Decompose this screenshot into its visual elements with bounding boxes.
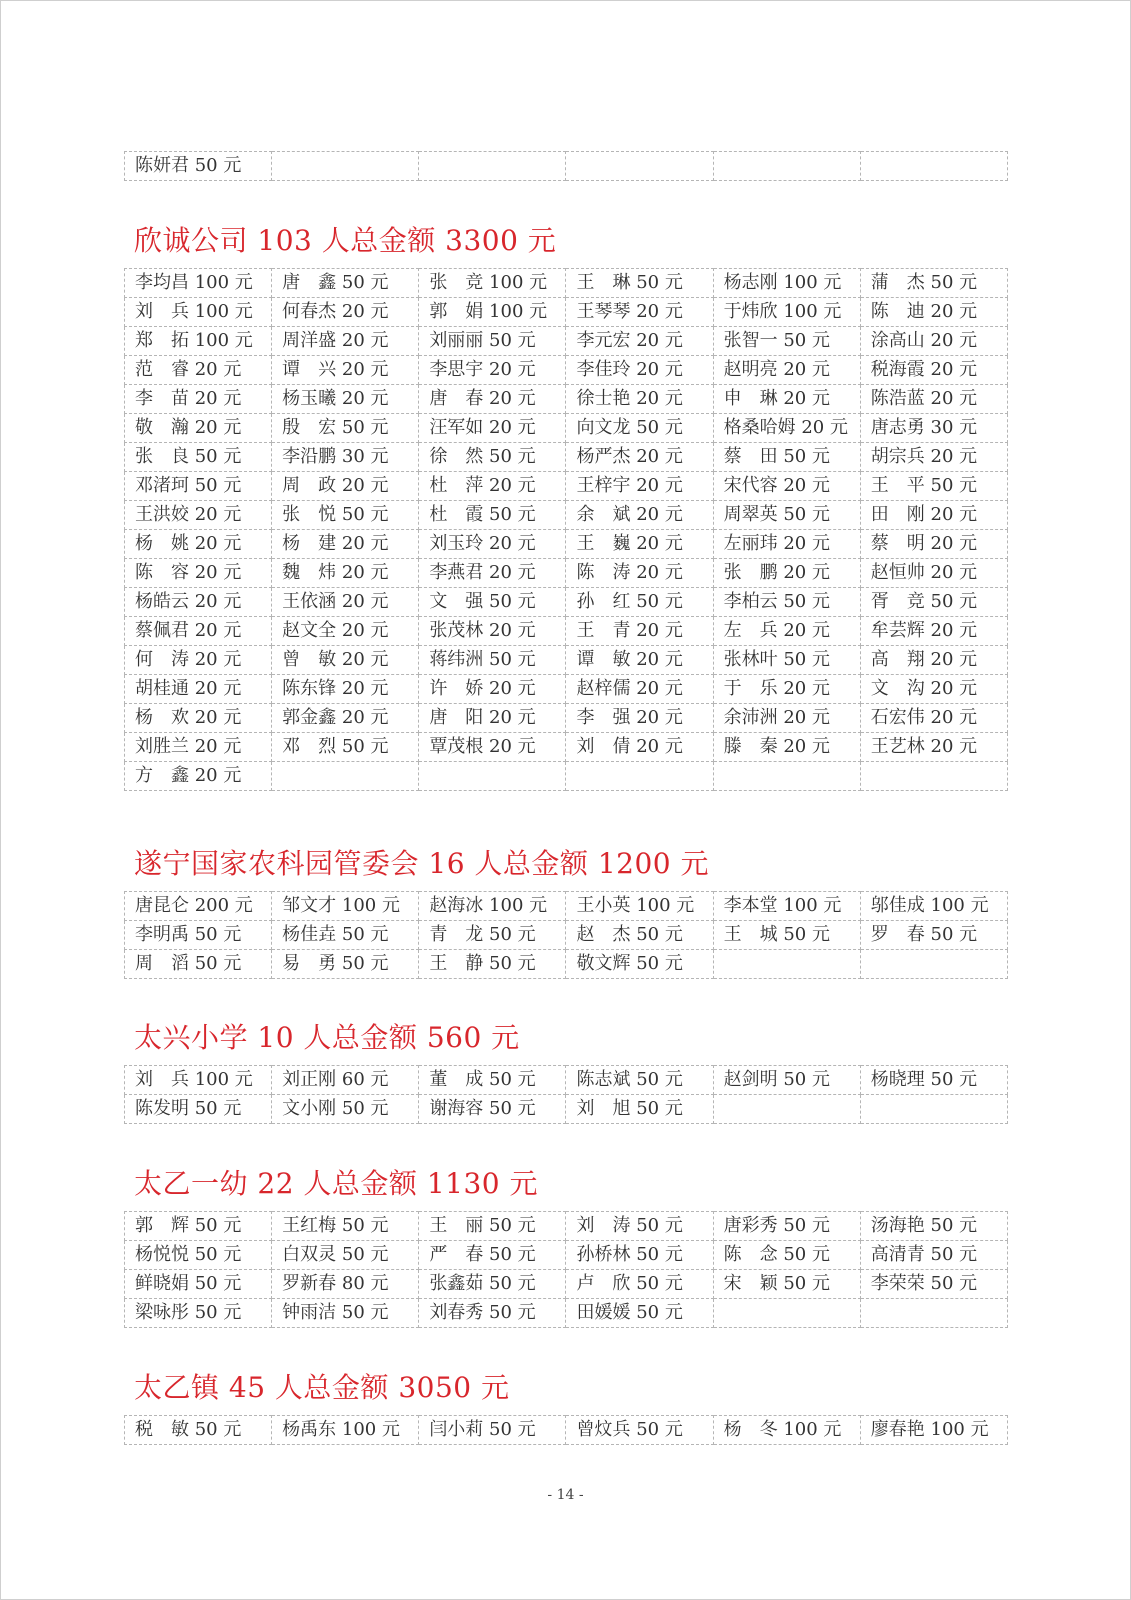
donor-cell: 李荣荣 50 元 [860, 1270, 1007, 1299]
donor-cell: 闫小莉 50 元 [419, 1416, 566, 1445]
donor-cell: 蔡 田 50 元 [713, 443, 860, 472]
donor-cell: 杨 欢 20 元 [125, 704, 272, 733]
donor-cell: 谭 兴 20 元 [272, 356, 419, 385]
donor-table [124, 1211, 1008, 1328]
donor-cell: 申 琳 20 元 [713, 385, 860, 414]
donor-cell: 范 睿 20 元 [125, 356, 272, 385]
table-row [125, 733, 1008, 762]
empty-cell [860, 1095, 1007, 1124]
donor-cell: 张茂林 20 元 [419, 617, 566, 646]
donor-cell: 陈发明 50 元 [125, 1095, 272, 1124]
section-taixing-primary-school [124, 1021, 1008, 1124]
donor-cell: 税海霞 20 元 [860, 356, 1007, 385]
empty-cell [419, 762, 566, 791]
table-row [125, 327, 1008, 356]
donor-cell: 白双灵 50 元 [272, 1241, 419, 1270]
donor-cell: 杨佳垚 50 元 [272, 921, 419, 950]
donor-cell: 蔡佩君 20 元 [125, 617, 272, 646]
donor-cell: 魏 炜 20 元 [272, 559, 419, 588]
empty-cell [860, 762, 1007, 791]
donor-cell: 陈浩蓝 20 元 [860, 385, 1007, 414]
donor-table [124, 151, 1008, 181]
empty-cell [860, 950, 1007, 979]
donor-cell: 刘丽丽 50 元 [419, 327, 566, 356]
donor-cell: 刘玉玲 20 元 [419, 530, 566, 559]
donor-cell: 文 强 50 元 [419, 588, 566, 617]
donor-cell: 文小刚 50 元 [272, 1095, 419, 1124]
empty-cell [272, 762, 419, 791]
donor-cell: 王 丽 50 元 [419, 1212, 566, 1241]
empty-cell [713, 762, 860, 791]
donor-cell: 周 政 20 元 [272, 472, 419, 501]
empty-cell [860, 152, 1007, 181]
donor-cell: 许 娇 20 元 [419, 675, 566, 704]
empty-cell [713, 950, 860, 979]
donor-cell: 张智一 50 元 [713, 327, 860, 356]
donor-cell: 杨 姚 20 元 [125, 530, 272, 559]
donor-cell: 左 兵 20 元 [713, 617, 860, 646]
donor-cell: 周翠英 50 元 [713, 501, 860, 530]
donor-cell: 田媛媛 50 元 [566, 1299, 713, 1328]
donor-table [124, 1415, 1008, 1445]
donor-cell: 郭 娟 100 元 [419, 298, 566, 327]
donor-cell: 何 涛 20 元 [125, 646, 272, 675]
donor-cell: 余 斌 20 元 [566, 501, 713, 530]
donor-cell: 刘胜兰 20 元 [125, 733, 272, 762]
empty-cell [566, 152, 713, 181]
donor-cell: 赵海冰 100 元 [419, 892, 566, 921]
donor-cell: 格桑哈姆 20 元 [713, 414, 860, 443]
donor-cell: 杨玉曦 20 元 [272, 385, 419, 414]
donor-cell: 张 竞 100 元 [419, 269, 566, 298]
table-row [125, 1095, 1008, 1124]
donor-cell: 王梓宇 20 元 [566, 472, 713, 501]
donor-cell: 王 静 50 元 [419, 950, 566, 979]
table-row [125, 298, 1008, 327]
table-row [125, 269, 1008, 298]
donor-cell: 严 春 50 元 [419, 1241, 566, 1270]
table-row [125, 704, 1008, 733]
table-row [125, 1270, 1008, 1299]
donor-cell: 刘 倩 20 元 [566, 733, 713, 762]
donor-cell: 宋 颖 50 元 [713, 1270, 860, 1299]
donor-cell: 刘春秀 50 元 [419, 1299, 566, 1328]
table-row [125, 892, 1008, 921]
donor-cell: 陈妍君 50 元 [125, 152, 272, 181]
donor-cell: 李沿鹏 30 元 [272, 443, 419, 472]
empty-cell [860, 1299, 1007, 1328]
donor-cell: 蒋纬洲 50 元 [419, 646, 566, 675]
donor-cell: 张 良 50 元 [125, 443, 272, 472]
donor-cell: 唐 春 20 元 [419, 385, 566, 414]
donor-cell: 杨晓理 50 元 [860, 1066, 1007, 1095]
donor-cell: 唐志勇 30 元 [860, 414, 1007, 443]
donor-cell: 赵明亮 20 元 [713, 356, 860, 385]
donor-cell: 赵梓儒 20 元 [566, 675, 713, 704]
donor-cell: 王琴琴 20 元 [566, 298, 713, 327]
table-row [125, 1416, 1008, 1445]
donor-cell: 邓渚珂 50 元 [125, 472, 272, 501]
empty-cell [713, 1095, 860, 1124]
donor-cell: 王小英 100 元 [566, 892, 713, 921]
donor-cell: 王依涵 20 元 [272, 588, 419, 617]
table-row [125, 356, 1008, 385]
section-continuation [124, 151, 1008, 181]
donor-cell: 涂高山 20 元 [860, 327, 1007, 356]
donor-cell: 钟雨洁 50 元 [272, 1299, 419, 1328]
donor-cell: 陈 念 50 元 [713, 1241, 860, 1270]
donor-cell: 陈东锋 20 元 [272, 675, 419, 704]
donor-table [124, 891, 1008, 979]
donor-cell: 唐 鑫 50 元 [272, 269, 419, 298]
table-row [125, 472, 1008, 501]
donor-cell: 何春杰 20 元 [272, 298, 419, 327]
donor-cell: 杜 萍 20 元 [419, 472, 566, 501]
donor-cell: 王洪姣 20 元 [125, 501, 272, 530]
donor-cell: 梁咏彤 50 元 [125, 1299, 272, 1328]
donor-cell: 高清青 50 元 [860, 1241, 1007, 1270]
donor-cell: 周 滔 50 元 [125, 950, 272, 979]
donor-cell: 陈 涛 20 元 [566, 559, 713, 588]
donor-cell: 方 鑫 20 元 [125, 762, 272, 791]
donor-cell: 罗新春 80 元 [272, 1270, 419, 1299]
donor-cell: 邬佳成 100 元 [860, 892, 1007, 921]
donor-cell: 鲜晓娟 50 元 [125, 1270, 272, 1299]
table-row [125, 1212, 1008, 1241]
table-row [125, 762, 1008, 791]
donor-cell: 滕 秦 20 元 [713, 733, 860, 762]
page-number: - 14 - [547, 1487, 584, 1503]
section-title: 太乙镇 45 人总金额 3050 元 [134, 1371, 510, 1404]
donor-cell: 陈 容 20 元 [125, 559, 272, 588]
donor-cell: 曾 敏 20 元 [272, 646, 419, 675]
donor-cell: 王艺林 20 元 [860, 733, 1007, 762]
table-row [125, 675, 1008, 704]
donor-cell: 文 沟 20 元 [860, 675, 1007, 704]
donor-cell: 青 龙 50 元 [419, 921, 566, 950]
donor-table [124, 1065, 1008, 1124]
donor-cell: 邓 烈 50 元 [272, 733, 419, 762]
donor-cell: 刘正刚 60 元 [272, 1066, 419, 1095]
donor-cell: 李佳玲 20 元 [566, 356, 713, 385]
table-row [125, 646, 1008, 675]
donor-cell: 张 悦 50 元 [272, 501, 419, 530]
donor-cell: 牟芸辉 20 元 [860, 617, 1007, 646]
donor-cell: 徐士艳 20 元 [566, 385, 713, 414]
donor-cell: 李元宏 20 元 [566, 327, 713, 356]
donor-cell: 廖春艳 100 元 [860, 1416, 1007, 1445]
table-row [125, 501, 1008, 530]
donor-cell: 税 敏 50 元 [125, 1416, 272, 1445]
table-row [125, 1241, 1008, 1270]
table-row [125, 1066, 1008, 1095]
donor-cell: 李 苗 20 元 [125, 385, 272, 414]
section-taiyi-kindergarten [124, 1167, 1008, 1328]
empty-cell [272, 152, 419, 181]
donor-cell: 杨 建 20 元 [272, 530, 419, 559]
donor-cell: 孙桥林 50 元 [566, 1241, 713, 1270]
donor-cell: 李柏云 50 元 [713, 588, 860, 617]
section-xincheng-company [124, 224, 1008, 791]
donor-cell: 董 成 50 元 [419, 1066, 566, 1095]
donor-cell: 李均昌 100 元 [125, 269, 272, 298]
donor-cell: 胥 竞 50 元 [860, 588, 1007, 617]
donor-cell: 赵恒帅 20 元 [860, 559, 1007, 588]
donor-cell: 赵文全 20 元 [272, 617, 419, 646]
donor-cell: 覃茂根 20 元 [419, 733, 566, 762]
donor-cell: 唐昆仑 200 元 [125, 892, 272, 921]
donor-cell: 胡宗兵 20 元 [860, 443, 1007, 472]
donor-cell: 陈志斌 50 元 [566, 1066, 713, 1095]
donor-cell: 王 巍 20 元 [566, 530, 713, 559]
table-row [125, 559, 1008, 588]
donor-cell: 王 青 20 元 [566, 617, 713, 646]
donor-cell: 左丽玮 20 元 [713, 530, 860, 559]
donor-cell: 赵剑明 50 元 [713, 1066, 860, 1095]
table-row [125, 950, 1008, 979]
donor-cell: 敬文辉 50 元 [566, 950, 713, 979]
section-suining-agri-park [124, 847, 1008, 979]
donor-cell: 徐 然 50 元 [419, 443, 566, 472]
donor-cell: 王 平 50 元 [860, 472, 1007, 501]
empty-cell [713, 152, 860, 181]
empty-cell [419, 152, 566, 181]
donor-cell: 杨严杰 20 元 [566, 443, 713, 472]
donor-cell: 谢海容 50 元 [419, 1095, 566, 1124]
donor-cell: 田 刚 20 元 [860, 501, 1007, 530]
section-title: 欣诚公司 103 人总金额 3300 元 [134, 224, 557, 257]
section-title: 太兴小学 10 人总金额 560 元 [134, 1021, 520, 1054]
donor-cell: 卢 欣 50 元 [566, 1270, 713, 1299]
table-row [125, 921, 1008, 950]
table-row [125, 530, 1008, 559]
donor-cell: 唐彩秀 50 元 [713, 1212, 860, 1241]
donor-cell: 唐 阳 20 元 [419, 704, 566, 733]
donor-cell: 郭金鑫 20 元 [272, 704, 419, 733]
donor-cell: 罗 春 50 元 [860, 921, 1007, 950]
donor-cell: 陈 迪 20 元 [860, 298, 1007, 327]
donor-cell: 殷 宏 50 元 [272, 414, 419, 443]
donor-cell: 高 翔 20 元 [860, 646, 1007, 675]
donor-cell: 李本堂 100 元 [713, 892, 860, 921]
donor-cell: 易 勇 50 元 [272, 950, 419, 979]
donor-cell: 于炜欣 100 元 [713, 298, 860, 327]
donor-cell: 杨志刚 100 元 [713, 269, 860, 298]
donor-cell: 杨禹东 100 元 [272, 1416, 419, 1445]
donor-cell: 孙 红 50 元 [566, 588, 713, 617]
table-row [125, 588, 1008, 617]
donor-cell: 刘 旭 50 元 [566, 1095, 713, 1124]
donor-cell: 蒲 杰 50 元 [860, 269, 1007, 298]
donor-cell: 谭 敏 20 元 [566, 646, 713, 675]
donor-cell: 汤海艳 50 元 [860, 1212, 1007, 1241]
donor-cell: 杨悦悦 50 元 [125, 1241, 272, 1270]
donor-cell: 周洋盛 20 元 [272, 327, 419, 356]
empty-cell [713, 1299, 860, 1328]
donor-cell: 曾炆兵 50 元 [566, 1416, 713, 1445]
donor-cell: 王 城 50 元 [713, 921, 860, 950]
donor-cell: 杨皓云 20 元 [125, 588, 272, 617]
donor-cell: 王 琳 50 元 [566, 269, 713, 298]
donor-cell: 刘 兵 100 元 [125, 298, 272, 327]
donor-cell: 杨 冬 100 元 [713, 1416, 860, 1445]
donor-cell: 宋代容 20 元 [713, 472, 860, 501]
donor-cell: 刘 涛 50 元 [566, 1212, 713, 1241]
donor-table [124, 268, 1008, 791]
table-row [125, 617, 1008, 646]
table-row [125, 443, 1008, 472]
empty-cell [566, 762, 713, 791]
table-row [125, 385, 1008, 414]
donor-cell: 郑 拓 100 元 [125, 327, 272, 356]
table-row [125, 414, 1008, 443]
donor-cell: 张鑫茹 50 元 [419, 1270, 566, 1299]
donor-cell: 汪军如 20 元 [419, 414, 566, 443]
donor-cell: 刘 兵 100 元 [125, 1066, 272, 1095]
donor-cell: 张 鹏 20 元 [713, 559, 860, 588]
donor-cell: 邹文才 100 元 [272, 892, 419, 921]
donor-cell: 胡桂通 20 元 [125, 675, 272, 704]
donor-cell: 敬 瀚 20 元 [125, 414, 272, 443]
table-row [125, 1299, 1008, 1328]
donor-cell: 杜 霞 50 元 [419, 501, 566, 530]
donor-cell: 李明禹 50 元 [125, 921, 272, 950]
donor-cell: 王红梅 50 元 [272, 1212, 419, 1241]
donor-cell: 于 乐 20 元 [713, 675, 860, 704]
donor-cell: 余沛洲 20 元 [713, 704, 860, 733]
section-title: 遂宁国家农科园管委会 16 人总金额 1200 元 [134, 847, 709, 880]
donor-cell: 李燕君 20 元 [419, 559, 566, 588]
table-row [125, 152, 1008, 181]
donor-cell: 郭 辉 50 元 [125, 1212, 272, 1241]
donor-cell: 李思宇 20 元 [419, 356, 566, 385]
section-taiyi-town [124, 1371, 1008, 1445]
donor-cell: 石宏伟 20 元 [860, 704, 1007, 733]
section-title: 太乙一幼 22 人总金额 1130 元 [134, 1167, 538, 1200]
donor-cell: 张林叶 50 元 [713, 646, 860, 675]
donor-cell: 蔡 明 20 元 [860, 530, 1007, 559]
donor-cell: 向文龙 50 元 [566, 414, 713, 443]
donor-cell: 李 强 20 元 [566, 704, 713, 733]
donor-cell: 赵 杰 50 元 [566, 921, 713, 950]
